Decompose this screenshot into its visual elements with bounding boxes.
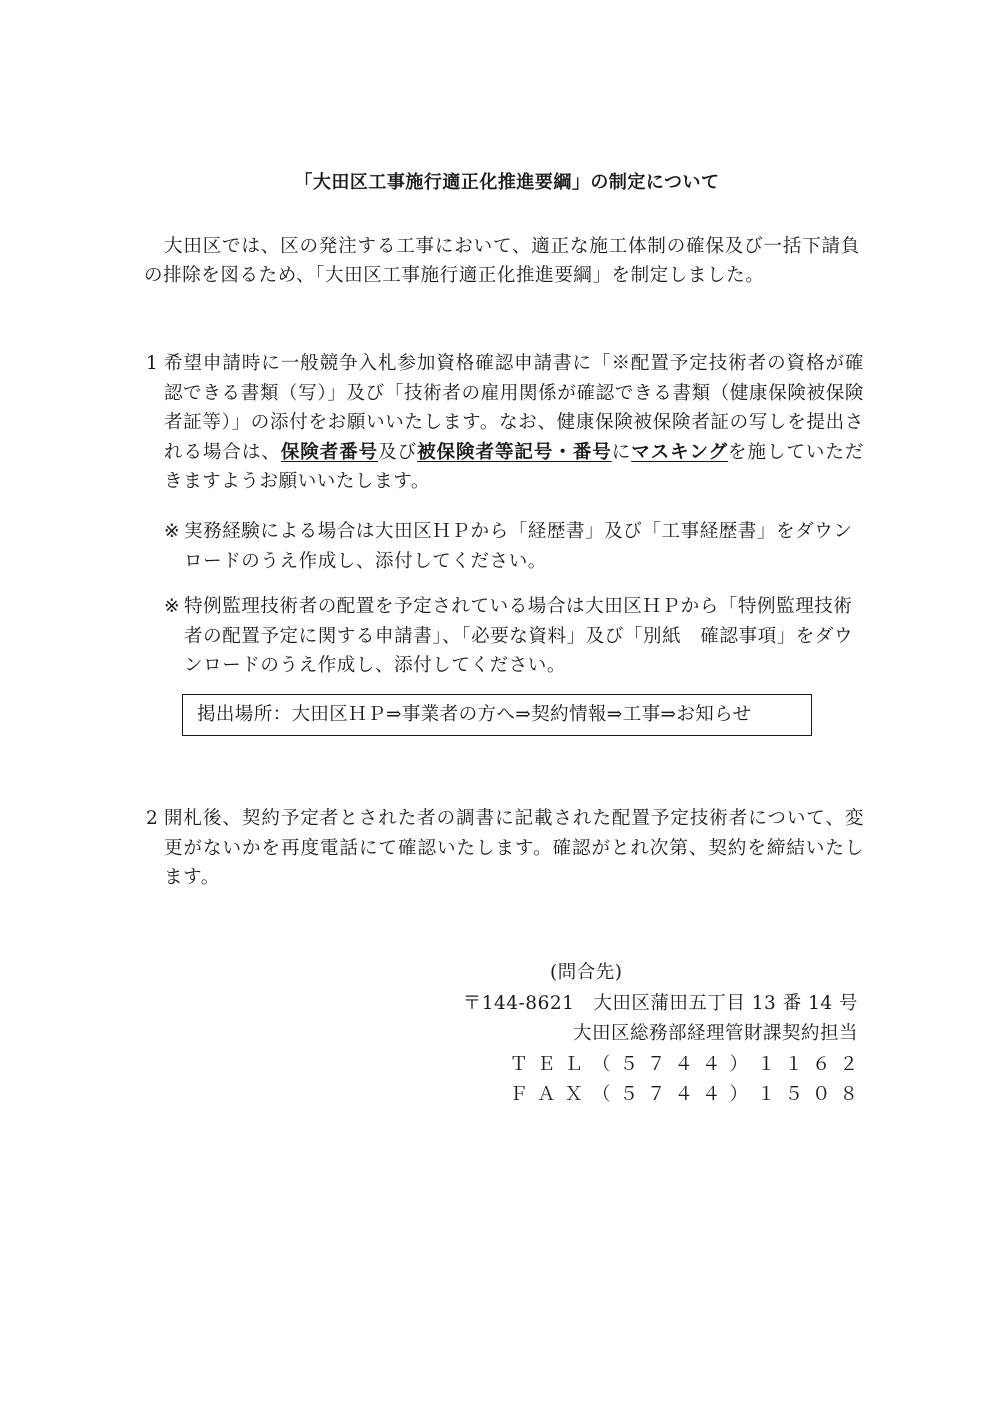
item-1-text-c: に: [611, 441, 632, 463]
note-2-text: 特例監理技術者の配置を予定されている場合は大田区ＨＰから「特例監理技術者の配置予定に関する申請書」、「必要な資料」及び「別紙 確認事項」をダウンロードのうえ作成し、添付してください。: [184, 596, 854, 676]
document-title: 「大田区工事施行適正化推進要綱」の制定について: [294, 172, 720, 193]
item-1-text-d: を施していただきますようお願いいたします。: [164, 441, 864, 492]
contact-address: 〒144-8621 大田区蒲田五丁目 13 番 14 号: [462, 992, 858, 1014]
note-experience: [164, 517, 862, 576]
item-1-text-b: 及び: [378, 441, 418, 463]
masking-underlined: マスキング: [631, 441, 729, 463]
item-2-number: 2: [146, 808, 159, 829]
contact-block: [358, 958, 867, 1111]
contact-heading: (問合先): [550, 962, 623, 983]
insurer-number-underlined: 保険者番号: [280, 441, 379, 463]
item-1-number: 1: [146, 353, 159, 374]
contact-tel: ＴＥＬ（５７４４）１１６２: [509, 1053, 867, 1075]
item-2-text: 開札後、契約予定者とされた者の調書に記載された配置予定技術者について、変更がないかを再度電話にて確認いたします。確認がとれ次第、契約を締結いたします。: [164, 808, 864, 888]
note-special-engineer: [164, 592, 862, 681]
note-1-mark: ※: [164, 521, 181, 542]
note-2-mark: ※: [164, 596, 181, 617]
insured-symbol-number-underlined: 被保険者等記号・番号: [417, 441, 612, 463]
location-box: 掲出場所：大田区ＨＰ⇒事業者の方へ⇒契約情報⇒工事⇒お知らせ: [182, 694, 812, 736]
item-1: [146, 349, 864, 497]
item-1-text-a: 希望申請時に一般競争入札参加資格確認申請書に「※配置予定技術者の資格が確認できる書類（写）」及び「技術者の雇用関係が確認できる書類（健康保険被保険者証等）」の添付をお願いいたします。なお、健康保険被保険者証の写しを提出される場合は、: [164, 353, 864, 463]
contact-department: 大田区総務部経理管財課契約担当: [572, 1023, 858, 1044]
intro-paragraph: 大田区では、区の発注する工事において、適正な施工体制の確保及び一括下請負の排除を図るため、「大田区工事施行適正化推進要綱」を制定しました。: [144, 236, 860, 286]
item-2: [146, 804, 864, 893]
contact-fax: ＦＡＸ（５７４４）１５０８: [509, 1084, 867, 1105]
note-1-text: 実務経験による場合は大田区ＨＰから「経歴書」及び「工事経歴書」をダウンロードのうえ作成し、添付してください。: [184, 521, 853, 572]
